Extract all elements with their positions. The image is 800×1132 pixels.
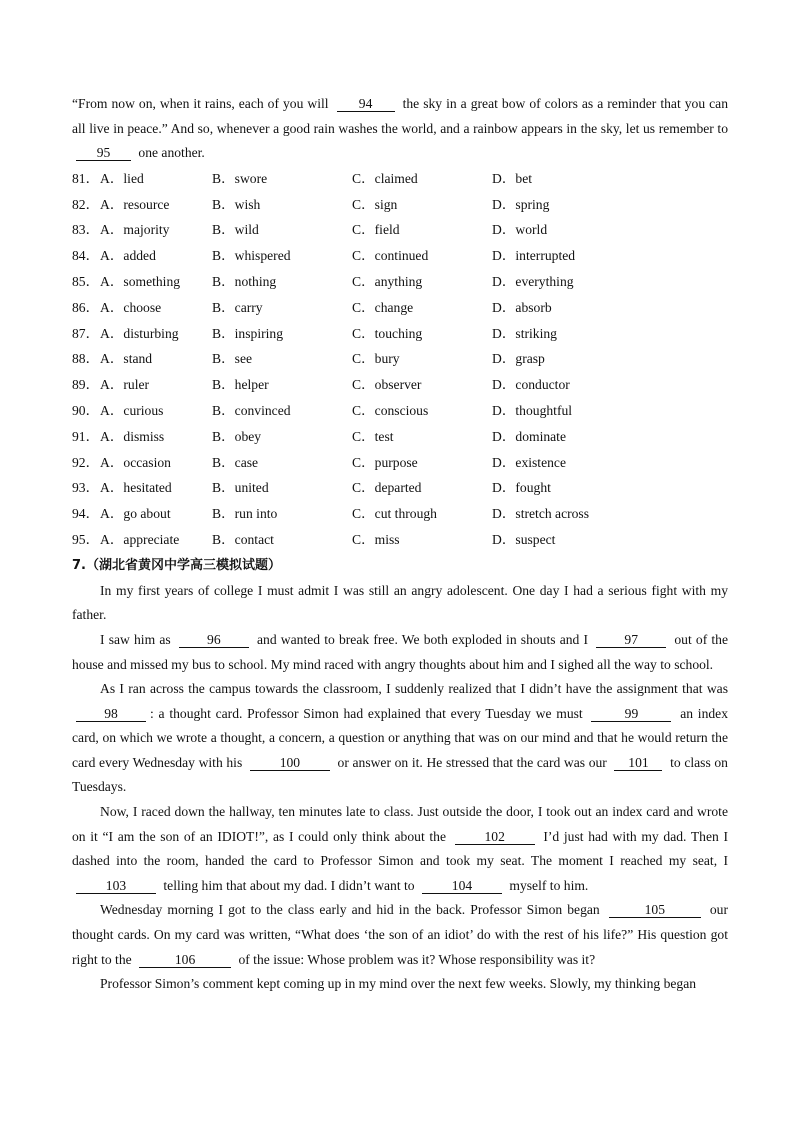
option-b: B．carry: [212, 299, 263, 315]
text-run: Now, I raced down the hallway, ten minutes late to class. Just outside the door, I took out an index card and wrote on it “I am the son of an IDIOT!”, as I could only think about the: [72, 804, 728, 844]
option-b: B．wish: [212, 196, 261, 212]
option-a: A．appreciate: [100, 531, 180, 547]
option-b: B．swore: [212, 170, 268, 186]
blank-98: 98: [76, 706, 146, 722]
blank-103: 103: [76, 878, 156, 894]
option-c: C．test: [352, 428, 394, 444]
section7-paragraph-1: In my first years of college I must admit I was still an angry adolescent. One day I had a serious fight with my father.: [72, 582, 728, 623]
question-number: 94．: [72, 506, 100, 522]
blank-97: 97: [596, 632, 666, 648]
option-row: [72, 269, 728, 295]
text-run: of the issue: Whose problem was it? Whose responsibility was it?: [235, 951, 596, 967]
question-number: 90．: [72, 402, 100, 418]
option-d: D．everything: [492, 273, 574, 289]
option-row: [72, 372, 728, 398]
question-number: 92．: [72, 454, 100, 470]
question-number: 85．: [72, 273, 100, 289]
option-row: [72, 166, 728, 192]
text-run: to class on Tuesdays.: [72, 754, 728, 795]
option-b: B．obey: [212, 428, 262, 444]
option-d: D．conductor: [492, 377, 570, 393]
option-d: D．existence: [492, 454, 566, 470]
option-d: D．spring: [492, 196, 550, 212]
option-d: D．bet: [492, 170, 533, 186]
option-c: C．sign: [352, 196, 398, 212]
option-b: B．united: [212, 480, 269, 496]
option-d: D．striking: [492, 325, 557, 341]
option-c: C．miss: [352, 531, 400, 547]
blank-95: 95: [76, 145, 131, 161]
option-b: B．nothing: [212, 273, 277, 289]
option-d: D．absorb: [492, 299, 552, 315]
option-row: [72, 424, 728, 450]
text-run: Wednesday morning I got to the class early and hid in the back. Professor Simon began: [100, 902, 605, 918]
option-a: A．lied: [100, 170, 144, 186]
option-c: C．change: [352, 299, 414, 315]
text-run: As I ran across the campus towards the classroom, I suddenly realized that I didn’t have the assignment that was: [100, 681, 728, 697]
option-b: B．inspiring: [212, 325, 283, 341]
option-c: C．anything: [352, 273, 423, 289]
text-run: the sky in a great bow of colors as a reminder that you can all live in peace.” And so, whenever a good rain washes the world, and a rainbow appears in the sky, let us remember to: [72, 96, 728, 136]
option-a: A．resource: [100, 196, 170, 212]
blank-100: 100: [250, 755, 330, 771]
text-run: myself to him.: [506, 877, 589, 893]
option-c: C．bury: [352, 351, 400, 367]
option-row: [72, 321, 728, 347]
option-a: A．stand: [100, 351, 153, 367]
blank-96: 96: [179, 632, 249, 648]
question-number: 87．: [72, 325, 100, 341]
option-row: [72, 192, 728, 218]
option-a: A．something: [100, 273, 181, 289]
text-run: or answer on it. He stressed that the card was our: [333, 754, 611, 770]
option-c: C．conscious: [352, 402, 429, 418]
option-d: D．suspect: [492, 531, 556, 547]
blank-99: 99: [591, 706, 671, 722]
option-a: A．choose: [100, 299, 162, 315]
option-d: D．stretch across: [492, 506, 590, 522]
option-c: C．touching: [352, 325, 423, 341]
option-a: A．added: [100, 248, 156, 264]
question-number: 93．: [72, 480, 100, 496]
option-b: B．convinced: [212, 402, 291, 418]
question-number: 89．: [72, 377, 100, 393]
option-a: A．ruler: [100, 377, 150, 393]
text-run: “From now on, when it rains, each of you will: [72, 96, 333, 111]
text-run: out of the house and missed my bus to school. My mind raced with angry thoughts about him and I sighed all the way to school.: [72, 631, 729, 672]
page-content: [72, 92, 728, 997]
option-b: B．contact: [212, 531, 274, 547]
option-b: B．see: [212, 351, 253, 367]
section7-paragraph-4: [72, 800, 728, 898]
option-b: B．run into: [212, 506, 278, 522]
text-run: telling him that about my dad. I didn’t want to: [160, 877, 418, 893]
question-number: 88．: [72, 351, 100, 367]
option-d: D．grasp: [492, 351, 545, 367]
option-a: A．go about: [100, 506, 171, 522]
text-run: an index card, on which we wrote a thought, a concern, a question or anything that was on our mind and that he would return the card every Wednesday with his: [72, 705, 728, 770]
option-d: D．fought: [492, 480, 551, 496]
question-number: 91．: [72, 428, 100, 444]
option-row: [72, 243, 728, 269]
option-c: C．field: [352, 222, 400, 238]
option-c: C．departed: [352, 480, 422, 496]
blank-105: 105: [609, 902, 701, 918]
text-run: our thought cards. On my card was written, “What does ‘the son of an idiot’ do with the rest of his life?” His question got right to the: [72, 902, 728, 967]
option-a: A．majority: [100, 222, 170, 238]
option-a: A．dismiss: [100, 428, 165, 444]
text-run: one another.: [135, 145, 205, 161]
blank-106: 106: [139, 952, 231, 968]
question-number: 95．: [72, 531, 100, 547]
option-c: C．observer: [352, 377, 422, 393]
option-a: A．occasion: [100, 454, 171, 470]
question-number: 83．: [72, 222, 100, 238]
question-number: 81．: [72, 170, 100, 186]
section7-paragraph-6: Professor Simon’s comment kept coming up in my mind over the next few weeks. Slowly, my thinking began: [100, 976, 697, 992]
option-b: B．whispered: [212, 248, 291, 264]
option-c: C．purpose: [352, 454, 418, 470]
blank-94: 94: [337, 96, 395, 112]
question-number: 84．: [72, 248, 100, 264]
option-row: [72, 346, 728, 372]
option-a: A．hesitated: [100, 480, 172, 496]
question-number: 86．: [72, 299, 100, 315]
option-row: [72, 475, 728, 501]
option-row: [72, 450, 728, 476]
blank-102: 102: [455, 829, 535, 845]
option-b: B．helper: [212, 377, 269, 393]
question-number: 82．: [72, 196, 100, 212]
text-run: I’d just had with my dad. Then I dashed into the room, handed the card to Professor Simon and took my seat. The moment I reached my seat, I: [72, 828, 728, 869]
section7-paragraph-2: [72, 628, 728, 677]
blank-104: 104: [422, 878, 502, 894]
answer-options-list: [72, 166, 728, 553]
option-row: [72, 527, 728, 553]
section7-paragraph-3: [72, 677, 728, 800]
blank-101: 101: [614, 755, 662, 771]
option-d: D．dominate: [492, 428, 566, 444]
option-d: D．interrupted: [492, 248, 576, 264]
option-d: D．world: [492, 222, 548, 238]
option-row: [72, 501, 728, 527]
text-run: I saw him as: [100, 631, 175, 647]
option-row: [72, 217, 728, 243]
option-a: A．disturbing: [100, 325, 179, 341]
option-b: B．case: [212, 454, 259, 470]
option-b: B．wild: [212, 222, 259, 238]
text-run: and wanted to break free. We both exploded in shouts and I: [252, 631, 593, 647]
option-c: C．continued: [352, 248, 429, 264]
text-run: : a thought card. Professor Simon had explained that every Tuesday we must: [150, 705, 588, 721]
section7-paragraph-5: [72, 898, 728, 972]
passage-ending-paragraph: [72, 92, 728, 166]
option-row: [72, 398, 728, 424]
option-d: D．thoughtful: [492, 402, 573, 418]
option-c: C．cut through: [352, 506, 437, 522]
option-a: A．curious: [100, 402, 164, 418]
option-row: [72, 295, 728, 321]
section-title: 7.（湖北省黄冈中学高三模拟试题）: [72, 557, 281, 573]
option-c: C．claimed: [352, 170, 418, 186]
